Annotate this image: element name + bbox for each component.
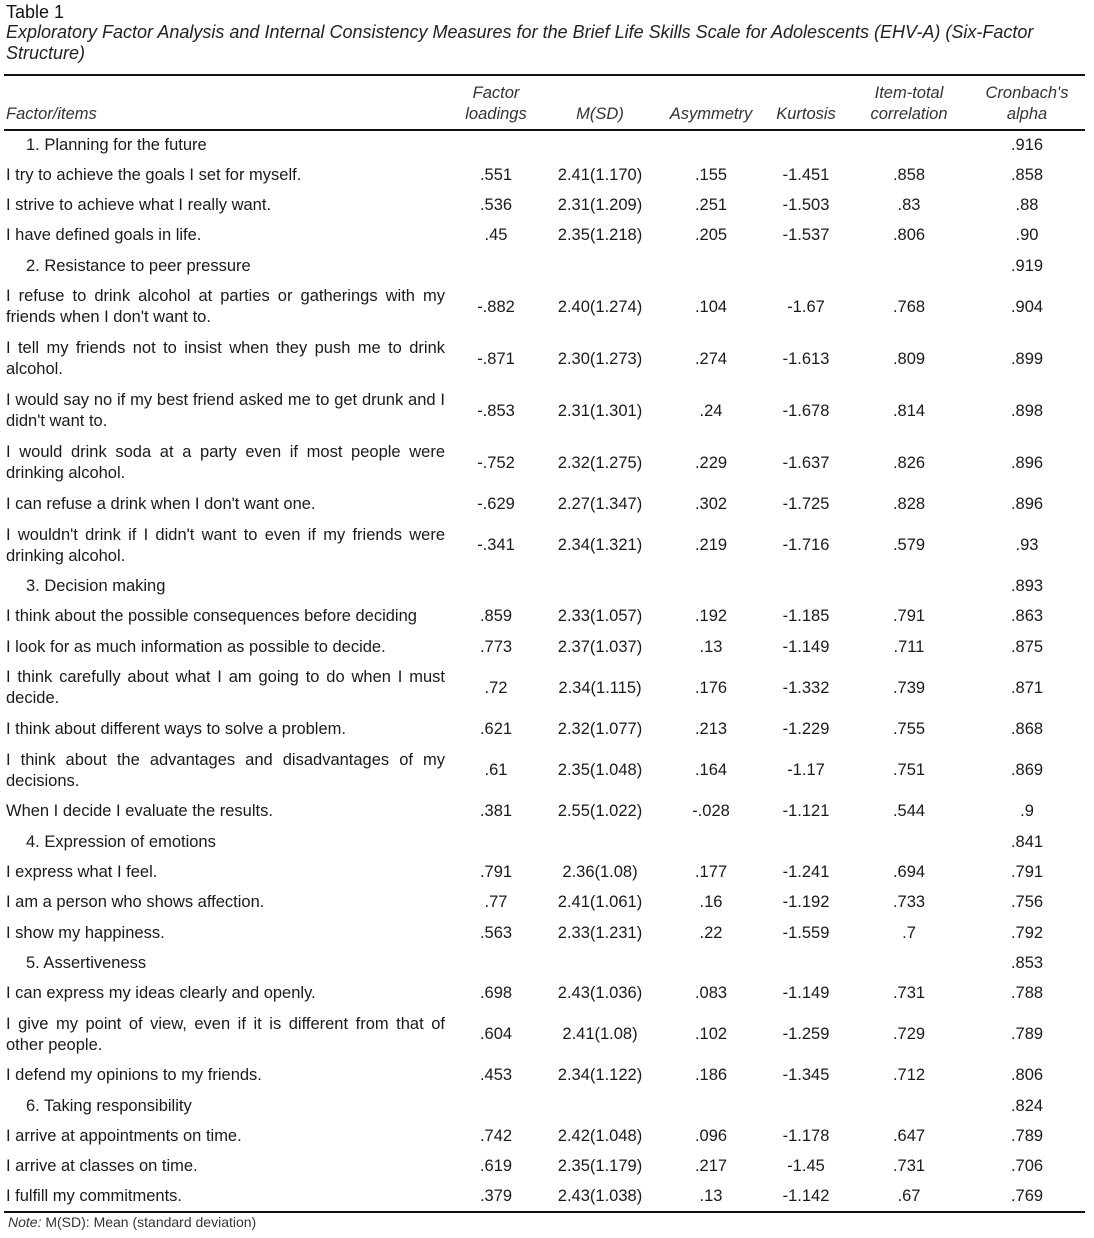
factor-name: 4. Expression of emotions xyxy=(26,832,216,851)
factor-name: 3. Decision making xyxy=(26,577,166,596)
item-text: I fulfill my commitments. xyxy=(6,1187,183,1206)
item-total-correlation: .809 xyxy=(892,349,926,368)
table-row xyxy=(4,1009,1085,1061)
item-total-correlation: .858 xyxy=(892,165,926,184)
asymmetry: .192 xyxy=(694,607,728,626)
asymmetry: .24 xyxy=(699,401,723,420)
empty-cell xyxy=(659,827,763,857)
factor-name: 6. Taking responsibility xyxy=(26,1096,192,1115)
item-text: I strive to achieve what I really want. xyxy=(6,196,272,215)
factor-row xyxy=(4,948,1085,978)
table-row xyxy=(4,281,1085,333)
table-label: Table 1 xyxy=(6,2,65,22)
item-text: I think about different ways to solve a problem. xyxy=(6,720,346,739)
asymmetry: .102 xyxy=(694,1025,728,1044)
factor-name: 2. Resistance to peer pressure xyxy=(26,256,251,275)
item-text: When I decide I evaluate the results. xyxy=(6,802,273,821)
mean-sd: 2.41(1.170) xyxy=(557,165,643,184)
kurtosis: -1.678 xyxy=(782,401,830,420)
kurtosis: -1.149 xyxy=(782,983,830,1002)
asymmetry: .205 xyxy=(694,226,728,245)
item-total-correlation: .67 xyxy=(897,1187,921,1206)
factor-loading: .536 xyxy=(479,196,513,215)
kurtosis: -1.725 xyxy=(782,494,830,513)
item-text: I arrive at classes on time. xyxy=(6,1157,198,1176)
kurtosis: -1.637 xyxy=(782,453,830,472)
item-text: I think about the advantages and disadvantages of my decisions. xyxy=(6,750,445,790)
kurtosis: -1.45 xyxy=(787,1157,825,1176)
cronbach-alpha: .898 xyxy=(1010,401,1044,420)
cronbach-alpha: .9 xyxy=(1020,802,1034,821)
cronbach-alpha: .868 xyxy=(1010,720,1044,739)
table-row xyxy=(4,1061,1085,1091)
factor-loading: -.853 xyxy=(477,401,515,420)
kurtosis: -1.142 xyxy=(782,1187,830,1206)
cronbach-alpha: .896 xyxy=(1010,494,1044,513)
factor-row xyxy=(4,130,1085,160)
note-text: M(SD): Mean (standard deviation) xyxy=(45,1214,257,1230)
cronbach-alpha: .871 xyxy=(1010,678,1044,697)
factor-alpha: .824 xyxy=(1010,1096,1044,1115)
cronbach-alpha: .806 xyxy=(1010,1066,1044,1085)
empty-cell xyxy=(541,572,659,602)
item-total-correlation: .731 xyxy=(892,983,926,1002)
item-text: I am a person who shows affection. xyxy=(6,893,265,912)
factor-loading: .551 xyxy=(479,165,513,184)
mean-sd: 2.36(1.08) xyxy=(562,862,638,881)
cronbach-alpha: .896 xyxy=(1010,453,1044,472)
factor-loading: .563 xyxy=(479,923,513,942)
empty-cell xyxy=(659,251,763,281)
cronbach-alpha: .875 xyxy=(1010,637,1044,656)
kurtosis: -1.716 xyxy=(782,536,830,555)
mean-sd: 2.42(1.048) xyxy=(557,1126,643,1145)
cronbach-alpha: .869 xyxy=(1010,761,1044,780)
item-total-correlation: .739 xyxy=(892,678,926,697)
table-row xyxy=(4,978,1085,1008)
factor-loading: .604 xyxy=(479,1025,513,1044)
cronbach-alpha: .904 xyxy=(1010,297,1044,316)
empty-cell xyxy=(659,572,763,602)
factor-loading: .453 xyxy=(479,1066,513,1085)
factor-alpha: .893 xyxy=(1010,577,1044,596)
asymmetry: .164 xyxy=(694,761,728,780)
header-cronbach-alpha: Cronbach's alpha xyxy=(969,75,1085,130)
cronbach-alpha: .769 xyxy=(1010,1187,1044,1206)
table-note xyxy=(8,1214,256,1230)
table-row xyxy=(4,714,1085,744)
table-caption xyxy=(6,2,1086,64)
factor-loading: .859 xyxy=(479,607,513,626)
kurtosis: -1.121 xyxy=(782,802,830,821)
factor-loading: .619 xyxy=(479,1157,513,1176)
empty-cell xyxy=(849,130,969,160)
empty-cell xyxy=(451,1091,541,1121)
asymmetry: .229 xyxy=(694,453,728,472)
item-total-correlation: .806 xyxy=(892,226,926,245)
item-total-correlation: .83 xyxy=(897,196,921,215)
item-text: I think about the possible consequences before deciding xyxy=(6,607,417,626)
header-factor-loadings: Factor loadings xyxy=(451,75,541,130)
item-total-correlation: .579 xyxy=(892,536,926,555)
asymmetry: .302 xyxy=(694,494,728,513)
empty-cell xyxy=(763,1091,849,1121)
kurtosis: -1.241 xyxy=(782,862,830,881)
asymmetry: .096 xyxy=(694,1126,728,1145)
item-text: I express what I feel. xyxy=(6,862,158,881)
asymmetry: .274 xyxy=(694,349,728,368)
asymmetry: .251 xyxy=(694,196,728,215)
empty-cell xyxy=(659,130,763,160)
asymmetry: .104 xyxy=(694,297,728,316)
factor-loading: .742 xyxy=(479,1126,513,1145)
item-text: I can express my ideas clearly and openly. xyxy=(6,983,316,1002)
kurtosis: -1.17 xyxy=(787,761,825,780)
factor-alpha: .919 xyxy=(1010,256,1044,275)
mean-sd: 2.34(1.321) xyxy=(557,536,643,555)
kurtosis: -1.503 xyxy=(782,196,830,215)
kurtosis: -1.613 xyxy=(782,349,830,368)
table-row xyxy=(4,1182,1085,1212)
empty-cell xyxy=(451,948,541,978)
table-row xyxy=(4,745,1085,797)
cronbach-alpha: .88 xyxy=(1015,196,1039,215)
item-text: I have defined goals in life. xyxy=(6,226,202,245)
kurtosis: -1.185 xyxy=(782,607,830,626)
table-row xyxy=(4,437,1085,489)
cronbach-alpha: .789 xyxy=(1010,1126,1044,1145)
empty-cell xyxy=(763,130,849,160)
asymmetry: .13 xyxy=(699,637,723,656)
mean-sd: 2.32(1.275) xyxy=(557,453,643,472)
factor-loading: .45 xyxy=(484,226,508,245)
factor-row xyxy=(4,1091,1085,1121)
table-row xyxy=(4,888,1085,918)
empty-cell xyxy=(541,251,659,281)
cronbach-alpha: .90 xyxy=(1015,226,1039,245)
factor-loading: -.882 xyxy=(477,297,515,316)
item-text: I can refuse a drink when I don't want one. xyxy=(6,494,316,513)
factor-row xyxy=(4,572,1085,602)
kurtosis: -1.332 xyxy=(782,678,830,697)
mean-sd: 2.34(1.122) xyxy=(557,1066,643,1085)
factor-loading: -.341 xyxy=(477,536,515,555)
empty-cell xyxy=(659,948,763,978)
mean-sd: 2.41(1.08) xyxy=(562,1025,638,1044)
table-row xyxy=(4,857,1085,887)
mean-sd: 2.35(1.218) xyxy=(557,226,643,245)
factor-loading: .698 xyxy=(479,983,513,1002)
item-total-correlation: .647 xyxy=(892,1126,926,1145)
item-text: I would drink soda at a party even if most people were drinking alcohol. xyxy=(6,443,445,483)
empty-cell xyxy=(849,1091,969,1121)
table-row xyxy=(4,160,1085,190)
item-text: I give my point of view, even if it is different from that of other people. xyxy=(6,1014,445,1054)
header-msd: M(SD) xyxy=(541,75,659,130)
factor-loading: .72 xyxy=(484,678,508,697)
table-row xyxy=(4,333,1085,385)
factor-name: 5. Assertiveness xyxy=(26,953,147,972)
asymmetry: .176 xyxy=(694,678,728,697)
table-title: Exploratory Factor Analysis and Internal Consistency Measures for the Brief Life Skills Scale for Adolescents (EHV-A) (Six-Factor Structure) xyxy=(6,22,1034,63)
header-kurtosis: Kurtosis xyxy=(763,75,849,130)
kurtosis: -1.149 xyxy=(782,637,830,656)
factor-loading: .381 xyxy=(479,802,513,821)
cronbach-alpha: .93 xyxy=(1015,536,1039,555)
data-table xyxy=(4,74,1085,1213)
item-text: I refuse to drink alcohol at parties or gatherings with my friends when I don't want to. xyxy=(6,287,445,327)
mean-sd: 2.32(1.077) xyxy=(557,720,643,739)
kurtosis: -1.451 xyxy=(782,165,830,184)
cronbach-alpha: .791 xyxy=(1010,862,1044,881)
mean-sd: 2.40(1.274) xyxy=(557,297,643,316)
item-total-correlation: .791 xyxy=(892,607,926,626)
asymmetry: .217 xyxy=(694,1157,728,1176)
kurtosis: -1.345 xyxy=(782,1066,830,1085)
cronbach-alpha: .706 xyxy=(1010,1157,1044,1176)
mean-sd: 2.30(1.273) xyxy=(557,349,643,368)
empty-cell xyxy=(763,251,849,281)
kurtosis: -1.537 xyxy=(782,226,830,245)
table-row xyxy=(4,662,1085,714)
empty-cell xyxy=(849,251,969,281)
mean-sd: 2.27(1.347) xyxy=(557,494,643,513)
item-text: I try to achieve the goals I set for myself. xyxy=(6,165,302,184)
table-row xyxy=(4,520,1085,572)
item-total-correlation: .733 xyxy=(892,893,926,912)
mean-sd: 2.43(1.038) xyxy=(557,1187,643,1206)
item-text: I defend my opinions to my friends. xyxy=(6,1066,262,1085)
item-total-correlation: .751 xyxy=(892,761,926,780)
empty-cell xyxy=(541,827,659,857)
note-label: Note: xyxy=(8,1214,42,1230)
factor-alpha: .853 xyxy=(1010,953,1044,972)
table-row xyxy=(4,221,1085,251)
factor-loading: .773 xyxy=(479,637,513,656)
mean-sd: 2.33(1.057) xyxy=(557,607,643,626)
item-text: I show my happiness. xyxy=(6,923,165,942)
factor-loading: .77 xyxy=(484,893,508,912)
empty-cell xyxy=(763,948,849,978)
item-total-correlation: .768 xyxy=(892,297,926,316)
mean-sd: 2.41(1.061) xyxy=(557,893,643,912)
mean-sd: 2.33(1.231) xyxy=(557,923,643,942)
item-total-correlation: .712 xyxy=(892,1066,926,1085)
item-total-correlation: .711 xyxy=(893,637,925,656)
header-asymmetry: Asymmetry xyxy=(659,75,763,130)
factor-alpha: .916 xyxy=(1010,136,1044,154)
mean-sd: 2.37(1.037) xyxy=(557,637,643,656)
mean-sd: 2.31(1.209) xyxy=(557,196,643,215)
mean-sd: 2.55(1.022) xyxy=(557,802,643,821)
factor-name: 1. Planning for the future xyxy=(26,136,207,154)
asymmetry: .155 xyxy=(694,165,728,184)
cronbach-alpha: .789 xyxy=(1010,1025,1044,1044)
factor-loading: .621 xyxy=(479,720,513,739)
empty-cell xyxy=(849,827,969,857)
factor-alpha: .841 xyxy=(1010,832,1044,851)
table-header-row xyxy=(4,75,1085,130)
factor-row xyxy=(4,827,1085,857)
item-text: I tell my friends not to insist when they push me to drink alcohol. xyxy=(6,339,445,379)
empty-cell xyxy=(541,1091,659,1121)
empty-cell xyxy=(659,1091,763,1121)
header-factor-items: Factor/items xyxy=(4,75,451,130)
header-item-total-correlation: Item-total correlation xyxy=(849,75,969,130)
asymmetry: .083 xyxy=(694,983,728,1002)
empty-cell xyxy=(541,130,659,160)
item-total-correlation: .826 xyxy=(892,453,926,472)
cronbach-alpha: .788 xyxy=(1010,983,1044,1002)
mean-sd: 2.34(1.115) xyxy=(558,678,642,697)
empty-cell xyxy=(849,948,969,978)
item-total-correlation: .828 xyxy=(892,494,926,513)
table-row xyxy=(4,190,1085,220)
kurtosis: -1.192 xyxy=(782,893,830,912)
factor-loading: .791 xyxy=(479,862,513,881)
factor-loading: .379 xyxy=(479,1187,513,1206)
kurtosis: -1.178 xyxy=(782,1126,830,1145)
item-text: I think carefully about what I am going to do when I must decide. xyxy=(6,668,445,708)
item-total-correlation: .7 xyxy=(902,923,916,942)
item-total-correlation: .694 xyxy=(892,862,926,881)
empty-cell xyxy=(451,130,541,160)
kurtosis: -1.67 xyxy=(787,297,825,316)
cronbach-alpha: .899 xyxy=(1010,349,1044,368)
cronbach-alpha: .756 xyxy=(1010,893,1044,912)
factor-loading: -.629 xyxy=(477,494,515,513)
mean-sd: 2.31(1.301) xyxy=(557,401,643,420)
empty-cell xyxy=(451,827,541,857)
asymmetry: .219 xyxy=(694,536,728,555)
item-total-correlation: .731 xyxy=(892,1157,926,1176)
kurtosis: -1.229 xyxy=(782,720,830,739)
item-text: I look for as much information as possible to decide. xyxy=(6,637,386,656)
mean-sd: 2.35(1.048) xyxy=(557,761,643,780)
asymmetry: .186 xyxy=(694,1066,728,1085)
asymmetry: -.028 xyxy=(692,802,730,821)
mean-sd: 2.43(1.036) xyxy=(557,983,643,1002)
cronbach-alpha: .863 xyxy=(1010,607,1044,626)
kurtosis: -1.259 xyxy=(782,1025,830,1044)
cronbach-alpha: .792 xyxy=(1010,923,1044,942)
factor-loading: -.871 xyxy=(477,349,515,368)
item-total-correlation: .729 xyxy=(892,1025,926,1044)
empty-cell xyxy=(541,948,659,978)
table-row xyxy=(4,632,1085,662)
asymmetry: .16 xyxy=(699,893,723,912)
kurtosis: -1.559 xyxy=(782,923,830,942)
item-total-correlation: .544 xyxy=(892,802,926,821)
table-body xyxy=(4,130,1085,1212)
empty-cell xyxy=(849,572,969,602)
asymmetry: .213 xyxy=(694,720,728,739)
asymmetry: .177 xyxy=(694,862,728,881)
empty-cell xyxy=(451,572,541,602)
factor-row xyxy=(4,251,1085,281)
item-total-correlation: .814 xyxy=(892,401,926,420)
table-row xyxy=(4,797,1085,827)
empty-cell xyxy=(763,827,849,857)
factor-loading: .61 xyxy=(484,761,508,780)
table-row xyxy=(4,1121,1085,1151)
empty-cell xyxy=(763,572,849,602)
asymmetry: .22 xyxy=(699,923,723,942)
item-text: I would say no if my best friend asked me to get drunk and I didn't want to. xyxy=(6,391,445,431)
table-row xyxy=(4,602,1085,632)
item-text: I wouldn't drink if I didn't want to even if my friends were drinking alcohol. xyxy=(6,525,445,565)
mean-sd: 2.35(1.179) xyxy=(557,1157,643,1176)
table-row xyxy=(4,1151,1085,1181)
item-text: I arrive at appointments on time. xyxy=(6,1126,242,1145)
asymmetry: .13 xyxy=(699,1187,723,1206)
empty-cell xyxy=(451,251,541,281)
factor-loading: -.752 xyxy=(477,453,515,472)
cronbach-alpha: .858 xyxy=(1010,165,1044,184)
table-row xyxy=(4,385,1085,437)
item-total-correlation: .755 xyxy=(892,720,926,739)
table-row xyxy=(4,918,1085,948)
table-row xyxy=(4,489,1085,519)
